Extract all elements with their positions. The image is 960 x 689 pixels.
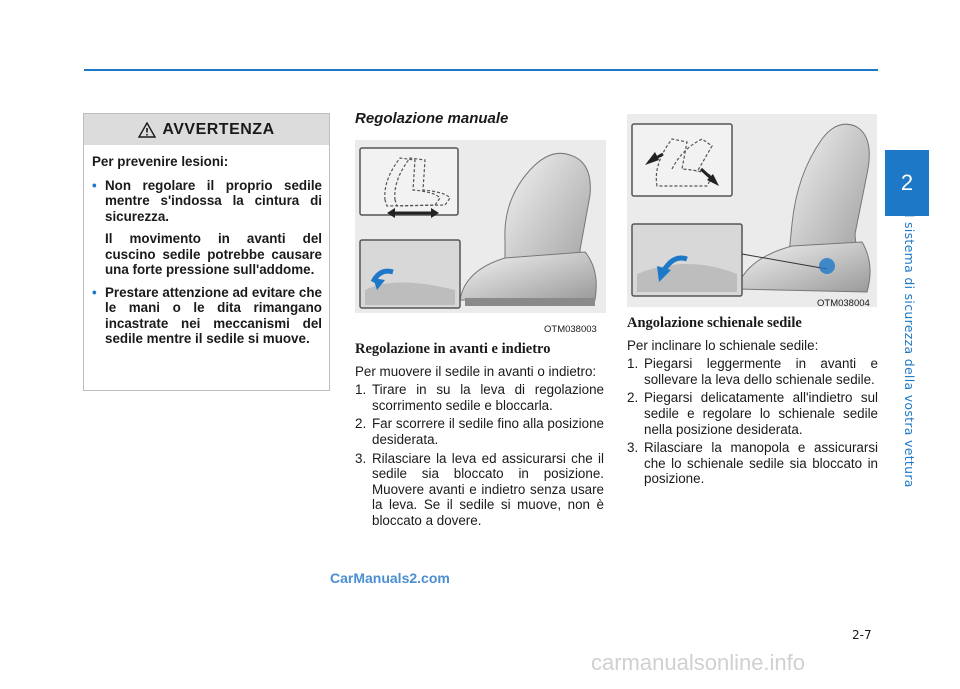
warning-box xyxy=(83,113,330,391)
recline-section xyxy=(627,316,878,487)
forward-title: Regolazione in avanti e indietro xyxy=(355,341,551,357)
recline-step xyxy=(627,356,878,387)
recline-title: Angolazione schienale sedile xyxy=(627,315,802,331)
warning-bullet xyxy=(92,178,322,278)
step-number: 1. xyxy=(355,382,367,398)
step-number: 1. xyxy=(627,356,639,372)
warning-header xyxy=(84,114,329,145)
step-text: Rilasciare la leva ed assicurarsi che il sedile sia bloccato in posizione. Muovere avanti e indietro senza usare la leva. Se il sedile si muove, non è bloccato a dovere. xyxy=(372,450,604,528)
warning-title: AVVERTENZA xyxy=(162,120,275,138)
step-text: Piegarsi delicatamente all'indietro sul sedile e regolare lo schienale sedile nella posizione desiderata. xyxy=(644,390,878,437)
figure-code: OTM038003 xyxy=(544,324,597,335)
bullet-icon: • xyxy=(92,284,97,300)
warning-bullet-text: Prestare attenzione ad evitare che le mani o le dita rimangano incastrate nei meccanismi del sedile mentre il sedile si muove. xyxy=(105,284,322,346)
step-text: Tirare in su la leva di regolazione scorrimento sedile e bloccarla. xyxy=(372,382,604,413)
top-rule xyxy=(84,69,878,71)
warning-body xyxy=(84,145,329,347)
seat-recline-illustration xyxy=(627,114,877,307)
chapter-number: 2 xyxy=(900,170,914,195)
warning-bullet xyxy=(92,285,322,347)
warning-intro: Per prevenire lesioni: xyxy=(92,154,229,169)
step-text: Far scorrere il sedile fino alla posizione desiderata. xyxy=(372,416,604,447)
forward-step xyxy=(355,382,604,413)
forward-intro: Per muovere il sedile in avanti o indietro: xyxy=(355,363,597,379)
recline-step xyxy=(627,440,878,487)
forward-step xyxy=(355,451,604,529)
watermark-link[interactable]: CarManuals2.com xyxy=(330,570,450,586)
watermark-text: carmanualsonline.info xyxy=(591,650,806,675)
recline-step xyxy=(627,390,878,437)
bullet-icon: • xyxy=(92,177,97,193)
step-text: Piegarsi leggermente in avanti e sollevare la leva dello schienale sedile. xyxy=(644,356,878,387)
figure-code: OTM038004 xyxy=(817,298,870,309)
chapter-tab xyxy=(885,150,929,216)
step-number: 2. xyxy=(627,390,639,406)
page-number: 2-7 xyxy=(852,628,872,642)
seat-slide-figure xyxy=(355,140,606,313)
step-number: 2. xyxy=(355,416,367,432)
seat-recline-figure xyxy=(627,114,877,307)
seat-slide-illustration xyxy=(355,140,606,313)
forward-step xyxy=(355,416,604,447)
step-text: Rilasciare la manopola e assicurarsi che lo schienale sedile sia bloccato in posizione. xyxy=(644,440,878,487)
step-number: 3. xyxy=(627,440,639,456)
warning-bullet-text: Non regolare il proprio sedile mentre s'indossa la cintura di sicurezza. xyxy=(105,177,322,224)
chapter-title: Il sistema di sicurezza della vostra vettura xyxy=(902,210,917,488)
recline-intro: Per inclinare lo schienale sedile: xyxy=(627,337,819,353)
forward-section xyxy=(355,342,604,529)
step-number: 3. xyxy=(355,450,367,466)
section-title: Regolazione manuale xyxy=(355,110,509,127)
warning-bullet-text: Il movimento in avanti del cuscino sedile potrebbe causare una forte pressione sull'addome. xyxy=(105,231,322,277)
warning-triangle-icon xyxy=(138,122,156,138)
